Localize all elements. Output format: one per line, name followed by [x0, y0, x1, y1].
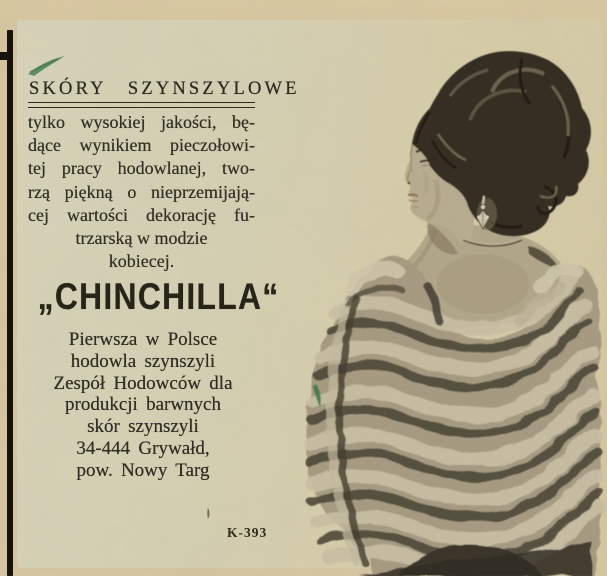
address-line: produkcji barwnych — [65, 394, 221, 416]
print-code: K-393 — [227, 525, 268, 540]
body-line: kobiecej. — [108, 251, 175, 272]
address-line: pow. Nowy Targ — [76, 459, 210, 481]
address-line: 34-444 Grywałd, — [76, 437, 210, 459]
body-line: dące wynikiem pieczołowi- — [28, 135, 255, 156]
address-line: Pierwsza w Polsce — [68, 329, 218, 350]
body-line: tylko wysokiej jakości, bę- — [28, 112, 255, 132]
body-line: trzarską w modzie — [75, 228, 208, 249]
body-line: cej wartości dekorację fu- — [28, 204, 255, 225]
address-line: hodowla szynszyli — [70, 350, 216, 372]
address-line: Zespół Hodowców dla — [53, 372, 233, 394]
body-line: rzą piękną o nieprzemijają- — [28, 181, 255, 202]
body-line: tej pracy hodowlanej, two- — [28, 158, 255, 179]
ad-heading: SKÓRY SZYNSZYLOWE — [29, 79, 300, 99]
brand-name-text: „CHINCHILLA“ — [37, 276, 280, 317]
address-line: skór szynszyli — [87, 416, 199, 438]
